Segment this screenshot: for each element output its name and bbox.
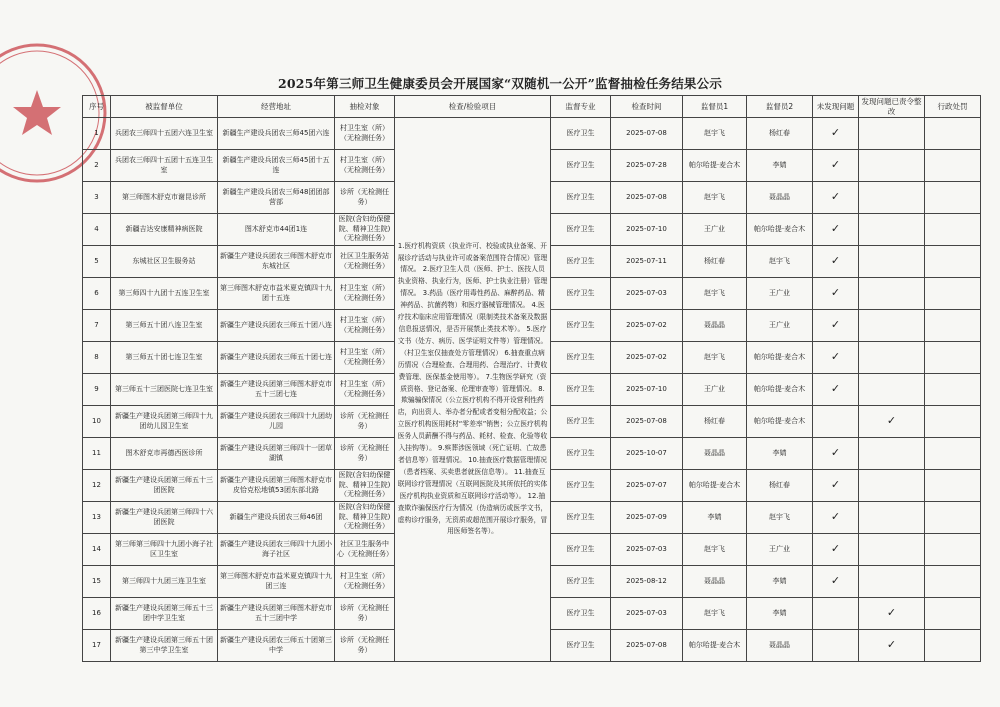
- inspection-object-cell: 医院(含妇幼保健院、精神卫生院)（无检测任务）: [335, 502, 395, 534]
- inspector2-cell: 李婧: [747, 150, 813, 182]
- no-problem-cell: [813, 342, 859, 374]
- inspector1-cell: 赵宇飞: [683, 534, 747, 566]
- inspector2-cell: 李婧: [747, 438, 813, 470]
- address-cell: 新疆生产建设兵团农三师48团团部营部: [218, 182, 335, 214]
- no-problem-cell: [813, 406, 859, 438]
- inspector2-cell: 王广业: [747, 534, 813, 566]
- inspection-date-cell: 2025-10-07: [611, 438, 683, 470]
- inspector1-cell: 帕尔哈提·麦合木: [683, 470, 747, 502]
- inspection-object-cell: 医院(含妇幼保健院、精神卫生院)（无检测任务）: [335, 214, 395, 246]
- specialty-cell: 医疗卫生: [551, 374, 611, 406]
- inspection-object-cell: 村卫生室（所）（无检测任务）: [335, 374, 395, 406]
- row-number-cell: 6: [83, 278, 111, 310]
- unit-name-cell: 第三师四十九团十五连卫生室: [111, 278, 218, 310]
- rectified-cell: [859, 470, 925, 502]
- no-problem-cell: [813, 150, 859, 182]
- inspector2-cell: 聂晶晶: [747, 182, 813, 214]
- specialty-cell: 医疗卫生: [551, 310, 611, 342]
- inspection-object-cell: 诊所（无检测任务）: [335, 630, 395, 662]
- address-cell: 新疆生产建设兵团农三师45团十五连: [218, 150, 335, 182]
- row-number-cell: 9: [83, 374, 111, 406]
- no-problem-cell: [813, 630, 859, 662]
- inspector1-cell: 赵宇飞: [683, 278, 747, 310]
- checkmark-icon: ✓: [830, 381, 841, 395]
- page-title: 2025年第三师卫生健康委员会开展国家“双随机一公开”监督抽检任务结果公示: [277, 76, 723, 91]
- inspector1-cell: 赵宇飞: [683, 182, 747, 214]
- inspection-date-cell: 2025-07-08: [611, 118, 683, 150]
- unit-name-cell: 新疆生产建设兵团第三师五十团第三中学卫生室: [111, 630, 218, 662]
- inspection-object-cell: 村卫生室（所）（无检测任务）: [335, 150, 395, 182]
- address-cell: 新疆生产建设兵团农三师四十九团小海子社区: [218, 534, 335, 566]
- row-number-cell: 1: [83, 118, 111, 150]
- header-cell: 检查/检验项目: [395, 96, 551, 118]
- specialty-cell: 医疗卫生: [551, 246, 611, 278]
- address-cell: 新疆生产建设兵团农三师四十九团幼儿园: [218, 406, 335, 438]
- inspector1-cell: 帕尔哈提·麦合木: [683, 150, 747, 182]
- specialty-cell: 医疗卫生: [551, 406, 611, 438]
- header-cell: 发现问题已责令整改: [859, 96, 925, 118]
- unit-name-cell: 兵团农三师四十五团十五连卫生室: [111, 150, 218, 182]
- unit-name-cell: 第三师第三师四十九团小海子社区卫生室: [111, 534, 218, 566]
- rectified-cell: [859, 246, 925, 278]
- unit-name-cell: 第三师五十团七连卫生室: [111, 342, 218, 374]
- header-cell: 监督员2: [747, 96, 813, 118]
- unit-name-cell: 新疆生产建设兵团第三师五十三团中学卫生室: [111, 598, 218, 630]
- penalty-cell: [925, 438, 981, 470]
- header-cell: 监督员1: [683, 96, 747, 118]
- inspector1-cell: 杨红春: [683, 246, 747, 278]
- penalty-cell: [925, 118, 981, 150]
- inspection-date-cell: 2025-08-12: [611, 566, 683, 598]
- rectified-cell: [859, 630, 925, 662]
- inspector2-cell: 杨红春: [747, 470, 813, 502]
- penalty-cell: [925, 278, 981, 310]
- rectified-cell: [859, 374, 925, 406]
- checkmark-icon: ✓: [830, 157, 841, 171]
- unit-name-cell: 新疆吉达安康精神病医院: [111, 214, 218, 246]
- inspection-date-cell: 2025-07-08: [611, 182, 683, 214]
- checkmark-icon: ✓: [830, 477, 841, 491]
- specialty-cell: 医疗卫生: [551, 502, 611, 534]
- rectified-cell: [859, 310, 925, 342]
- row-number-cell: 8: [83, 342, 111, 374]
- inspection-date-cell: 2025-07-07: [611, 470, 683, 502]
- row-number-cell: 12: [83, 470, 111, 502]
- rectified-cell: [859, 438, 925, 470]
- address-cell: 图木舒克市44团1连: [218, 214, 335, 246]
- checkmark-icon: ✓: [886, 637, 897, 651]
- checkmark-icon: ✓: [830, 541, 841, 555]
- penalty-cell: [925, 182, 981, 214]
- row-number-cell: 16: [83, 598, 111, 630]
- inspection-date-cell: 2025-07-10: [611, 374, 683, 406]
- penalty-cell: [925, 566, 981, 598]
- rectified-cell: [859, 406, 925, 438]
- inspection-object-cell: 村卫生室（所）（无检测任务）: [335, 278, 395, 310]
- address-cell: 新疆生产建设兵团第三师图木舒克市皮恰克松地镇53团东部北路: [218, 470, 335, 502]
- rectified-cell: [859, 566, 925, 598]
- row-number-cell: 4: [83, 214, 111, 246]
- address-cell: 第三师图木舒克市益米夏克镇四十九团十五连: [218, 278, 335, 310]
- inspector2-cell: 帕尔哈提·麦合木: [747, 214, 813, 246]
- specialty-cell: 医疗卫生: [551, 118, 611, 150]
- specialty-cell: 医疗卫生: [551, 598, 611, 630]
- inspection-object-cell: 诊所（无检测任务）: [335, 406, 395, 438]
- inspector1-cell: 聂晶晶: [683, 310, 747, 342]
- penalty-cell: [925, 342, 981, 374]
- penalty-cell: [925, 150, 981, 182]
- inspection-object-cell: 村卫生室（所）（无检测任务）: [335, 342, 395, 374]
- row-number-cell: 2: [83, 150, 111, 182]
- specialty-cell: 医疗卫生: [551, 630, 611, 662]
- inspection-object-cell: 医院(含妇幼保健院、精神卫生院)（无检测任务）: [335, 470, 395, 502]
- checkmark-icon: ✓: [830, 573, 841, 587]
- address-cell: 新疆生产建设兵团农三师46团: [218, 502, 335, 534]
- inspector1-cell: 聂晶晶: [683, 566, 747, 598]
- specialty-cell: 医疗卫生: [551, 566, 611, 598]
- inspector1-cell: 李婧: [683, 502, 747, 534]
- rectified-cell: [859, 342, 925, 374]
- inspection-object-cell: 诊所（无检测任务）: [335, 438, 395, 470]
- inspection-date-cell: 2025-07-10: [611, 214, 683, 246]
- rectified-cell: [859, 214, 925, 246]
- checkmark-icon: ✓: [830, 445, 841, 459]
- header-cell: 抽检对象: [335, 96, 395, 118]
- row-number-cell: 3: [83, 182, 111, 214]
- inspector2-cell: 帕尔哈提·麦合木: [747, 406, 813, 438]
- inspection-date-cell: 2025-07-28: [611, 150, 683, 182]
- inspector2-cell: 杨红春: [747, 118, 813, 150]
- inspection-object-cell: 社区卫生服务中心（无检测任务）: [335, 534, 395, 566]
- rectified-cell: [859, 278, 925, 310]
- address-cell: 新疆生产建设兵团农三师五十团八连: [218, 310, 335, 342]
- inspection-date-cell: 2025-07-11: [611, 246, 683, 278]
- rectified-cell: [859, 598, 925, 630]
- no-problem-cell: [813, 470, 859, 502]
- table-header-row: [83, 96, 981, 118]
- inspector2-cell: 赵宇飞: [747, 246, 813, 278]
- header-cell: 监督专业: [551, 96, 611, 118]
- checkmark-icon: ✓: [886, 413, 897, 427]
- address-cell: 新疆生产建设兵团农三师五十团七连: [218, 342, 335, 374]
- row-number-cell: 14: [83, 534, 111, 566]
- row-number-cell: 7: [83, 310, 111, 342]
- inspector2-cell: 王广业: [747, 310, 813, 342]
- specialty-cell: 医疗卫生: [551, 182, 611, 214]
- inspection-object-cell: 诊所（无检测任务）: [335, 598, 395, 630]
- inspector2-cell: 李婧: [747, 566, 813, 598]
- rectified-cell: [859, 502, 925, 534]
- header-cell: 检查时间: [611, 96, 683, 118]
- inspection-date-cell: 2025-07-03: [611, 534, 683, 566]
- unit-name-cell: 兵团农三师四十五团六连卫生室: [111, 118, 218, 150]
- address-cell: 新疆生产建设兵团第三师四十一团草湖镇: [218, 438, 335, 470]
- specialty-cell: 医疗卫生: [551, 214, 611, 246]
- address-cell: 新疆生产建设兵团农三师45团六连: [218, 118, 335, 150]
- no-problem-cell: [813, 246, 859, 278]
- no-problem-cell: [813, 182, 859, 214]
- checkmark-icon: ✓: [830, 189, 841, 203]
- unit-name-cell: 图木舒克市再德西医诊所: [111, 438, 218, 470]
- inspector1-cell: 帕尔哈提·麦合木: [683, 630, 747, 662]
- unit-name-cell: 东城社区卫生服务站: [111, 246, 218, 278]
- inspector1-cell: 赵宇飞: [683, 118, 747, 150]
- header-cell: 行政处罚: [925, 96, 981, 118]
- penalty-cell: [925, 374, 981, 406]
- penalty-cell: [925, 470, 981, 502]
- inspector1-cell: 赵宇飞: [683, 342, 747, 374]
- specialty-cell: 医疗卫生: [551, 150, 611, 182]
- inspection-date-cell: 2025-07-02: [611, 342, 683, 374]
- penalty-cell: [925, 214, 981, 246]
- inspection-items-cell: 1.医疗机构资质（执业许可、校验或执业备案、开展诊疗活动与执业许可或备案范围符合情况）管理情况。 2.医疗卫生人员（医师、护士、医技人员执业资格、执业行为，医师、护士执业注册）管理情况。 3.药品（医疗用毒性药品、麻醉药品、精神药品、抗菌药物）和医疗器械管理情况。 4.医疗技术临床应用管理情况（限制类技术备案及数据信息报送情况，是否开展禁止类技术等）。 5.医疗文书（处方、病历、医学证明文件等）管理情况。（村卫生室仅抽查处方管理情况） 6.抽查重点病历情况（合理检查、合理用药、合理治疗、计费收费管理、医保基金使用等）。 7.生物医学研究（资质资格、登记备案、伦理审查等）管理情况。 8.欺骗骗保情况（公立医疗机构不得开设营利性药店，向出资人、举办者分配或者变相分配收益；公立医疗机构医用耗材“零差率”销售；公立医疗机构医务人员薪酬不得与药品、耗材、检查、化验等收入挂钩等）。 9.殡葬涉医领域（死亡证明、亡故患者信息等）管理情况。 10.抽查医疗数据管理情况（患者档案、买卖患者就医信息等）。 11.抽查互联网诊疗管理情况（互联网医院及其所依托的实体医疗机构执业资质和互联网诊疗活动等）。 12.抽查欺诈骗保医疗行为情况（伪造病历或医学文书，虚构诊疗服务，无资质或超范围开展诊疗服务，冒用医师签名等）。: [395, 118, 551, 662]
- penalty-cell: [925, 630, 981, 662]
- specialty-cell: 医疗卫生: [551, 534, 611, 566]
- inspector1-cell: 聂晶晶: [683, 438, 747, 470]
- inspection-object-cell: 诊所（无检测任务）: [335, 182, 395, 214]
- no-problem-cell: [813, 310, 859, 342]
- inspector1-cell: 王广业: [683, 214, 747, 246]
- no-problem-cell: [813, 278, 859, 310]
- inspection-date-cell: 2025-07-03: [611, 598, 683, 630]
- row-number-cell: 17: [83, 630, 111, 662]
- inspector2-cell: 聂晶晶: [747, 630, 813, 662]
- checkmark-icon: ✓: [830, 253, 841, 267]
- checkmark-icon: ✓: [830, 317, 841, 331]
- row-number-cell: 5: [83, 246, 111, 278]
- no-problem-cell: [813, 502, 859, 534]
- address-cell: 新疆生产建设兵团农三师五十团第三中学: [218, 630, 335, 662]
- inspector2-cell: 王广业: [747, 278, 813, 310]
- no-problem-cell: [813, 214, 859, 246]
- rectified-cell: [859, 182, 925, 214]
- inspection-object-cell: 村卫生室（所）（无检测任务）: [335, 310, 395, 342]
- rectified-cell: [859, 534, 925, 566]
- specialty-cell: 医疗卫生: [551, 438, 611, 470]
- no-problem-cell: [813, 534, 859, 566]
- address-cell: 第三师图木舒克市益米夏克镇四十九团三连: [218, 566, 335, 598]
- inspection-object-cell: 村卫生室（所）（无检测任务）: [335, 118, 395, 150]
- unit-name-cell: 第三师四十九团三连卫生室: [111, 566, 218, 598]
- header-cell: 未发现问题: [813, 96, 859, 118]
- unit-name-cell: 新疆生产建设兵团第三师四十九团幼儿园卫生室: [111, 406, 218, 438]
- checkmark-icon: ✓: [830, 509, 841, 523]
- unit-name-cell: 新疆生产建设兵团第三师四十六团医院: [111, 502, 218, 534]
- rectified-cell: [859, 150, 925, 182]
- inspection-date-cell: 2025-07-02: [611, 310, 683, 342]
- penalty-cell: [925, 502, 981, 534]
- penalty-cell: [925, 406, 981, 438]
- row-number-cell: 15: [83, 566, 111, 598]
- penalty-cell: [925, 534, 981, 566]
- address-cell: 新疆生产建设兵团第三师图木舒克市五十三团中学: [218, 598, 335, 630]
- header-cell: 经营地址: [218, 96, 335, 118]
- checkmark-icon: ✓: [830, 125, 841, 139]
- specialty-cell: 医疗卫生: [551, 342, 611, 374]
- inspector2-cell: 帕尔哈提·麦合木: [747, 374, 813, 406]
- no-problem-cell: [813, 118, 859, 150]
- address-cell: 新疆生产建设兵团第三师图木舒克市五十三团七连: [218, 374, 335, 406]
- unit-name-cell: 第三师五十三团医院七连卫生室: [111, 374, 218, 406]
- header-cell: 被监督单位: [111, 96, 218, 118]
- checkmark-icon: ✓: [830, 221, 841, 235]
- unit-name-cell: 第三师图木舒克市谢昆诊所: [111, 182, 218, 214]
- no-problem-cell: [813, 566, 859, 598]
- specialty-cell: 医疗卫生: [551, 470, 611, 502]
- no-problem-cell: [813, 438, 859, 470]
- penalty-cell: [925, 598, 981, 630]
- no-problem-cell: [813, 598, 859, 630]
- inspection-date-cell: 2025-07-03: [611, 278, 683, 310]
- row-number-cell: 10: [83, 406, 111, 438]
- inspection-date-cell: 2025-07-08: [611, 630, 683, 662]
- inspector2-cell: 帕尔哈提·麦合木: [747, 342, 813, 374]
- inspector2-cell: 赵宇飞: [747, 502, 813, 534]
- inspector1-cell: 杨红春: [683, 406, 747, 438]
- inspector1-cell: 王广业: [683, 374, 747, 406]
- specialty-cell: 医疗卫生: [551, 278, 611, 310]
- inspection-date-cell: 2025-07-08: [611, 406, 683, 438]
- inspector1-cell: 赵宇飞: [683, 598, 747, 630]
- address-cell: 新疆生产建设兵团农三师图木舒克市东城社区: [218, 246, 335, 278]
- inspection-object-cell: 村卫生室（所）（无检测任务）: [335, 566, 395, 598]
- results-table: [82, 95, 981, 662]
- no-problem-cell: [813, 374, 859, 406]
- checkmark-icon: ✓: [830, 285, 841, 299]
- checkmark-icon: ✓: [886, 605, 897, 619]
- inspection-object-cell: 社区卫生服务站（无检测任务）: [335, 246, 395, 278]
- unit-name-cell: 第三师五十团八连卫生室: [111, 310, 218, 342]
- table-body: [83, 118, 981, 662]
- header-cell: 序号: [83, 96, 111, 118]
- penalty-cell: [925, 246, 981, 278]
- unit-name-cell: 新疆生产建设兵团第三师五十三团医院: [111, 470, 218, 502]
- penalty-cell: [925, 310, 981, 342]
- row-number-cell: 13: [83, 502, 111, 534]
- rectified-cell: [859, 118, 925, 150]
- inspector2-cell: 李婧: [747, 598, 813, 630]
- row-number-cell: 11: [83, 438, 111, 470]
- table-row: [83, 118, 981, 150]
- checkmark-icon: ✓: [830, 349, 841, 363]
- inspection-date-cell: 2025-07-09: [611, 502, 683, 534]
